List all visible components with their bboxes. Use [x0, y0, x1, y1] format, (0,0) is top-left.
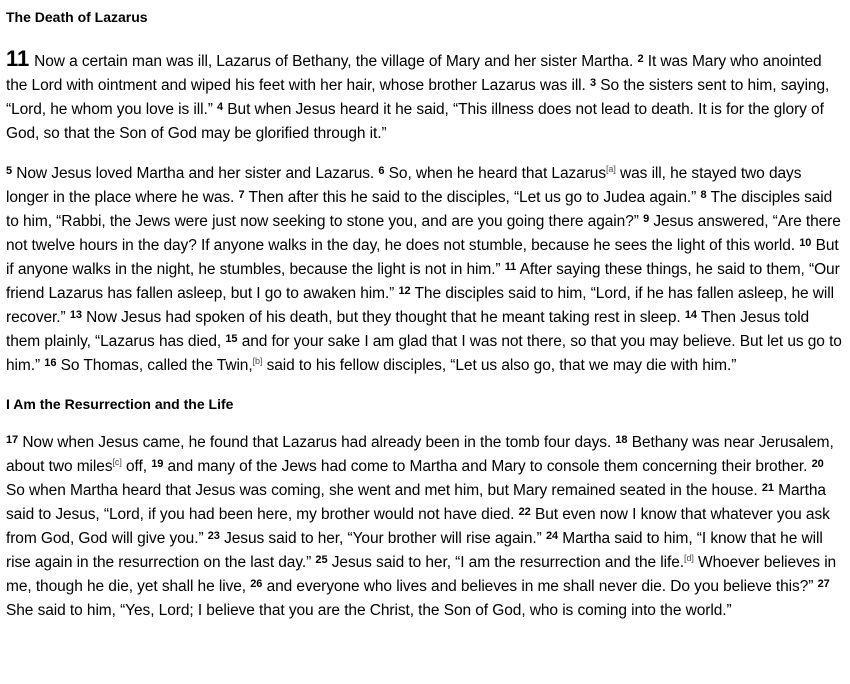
- verse-text: So the sisters sent to him, saying, “Lord, he whom you love is ill.”: [6, 77, 830, 118]
- verse-text: But even now I know that whatever you ask from God, God will give you.”: [6, 506, 830, 547]
- verse-number: 5: [6, 165, 13, 177]
- verse-number: 15: [225, 333, 238, 345]
- verse-text: off,: [126, 458, 147, 475]
- verse-text: So Thomas, called the Twin,: [60, 357, 253, 374]
- verse-number: 23: [207, 530, 220, 542]
- paragraph-2: [6, 162, 844, 378]
- verse-number: 25: [315, 554, 328, 566]
- verse-text: was ill, he stayed two days longer in the place where he was.: [6, 165, 802, 206]
- verse-text: Jesus said to her, “Your brother will rise again.”: [224, 530, 542, 547]
- verse-text: The disciples said to him, “Lord, if he has fallen asleep, he will recover.”: [6, 285, 834, 326]
- verse-number: 19: [151, 458, 164, 470]
- verse-number: 4: [217, 101, 224, 113]
- verse-text: It was Mary who anointed the Lord with ointment and wiped his feet with her hair, whose brother Lazarus was ill.: [6, 53, 822, 94]
- verse-text: Whoever believes in me, though he die, yet shall he live,: [6, 554, 837, 595]
- verse-text: After saying these things, he said to them, “Our friend Lazarus has fallen asleep, but I go to awaken him.”: [6, 261, 840, 302]
- verse-number: 13: [69, 309, 82, 321]
- verse-text: So when Martha heard that Jesus was coming, she went and met him, but Mary remained seated in the house.: [6, 482, 758, 499]
- footnote-marker-a[interactable]: [a]: [606, 164, 616, 174]
- section-heading-death-of-lazarus: The Death of Lazarus: [6, 9, 148, 25]
- verse-number: 14: [684, 309, 697, 321]
- paragraph-3: [6, 431, 844, 623]
- verse-number: 20: [811, 458, 824, 470]
- footnote-marker-c[interactable]: [c]: [112, 457, 122, 467]
- verse-text: Then after this he said to the disciples, “Let us go to Judea again.”: [248, 189, 697, 206]
- verse-number: 8: [700, 189, 707, 201]
- verse-number: 6: [378, 165, 385, 177]
- verse-number: 9: [643, 213, 650, 225]
- verse-text: and for your sake I am glad that I was not there, so that you may believe. But let us go to him.”: [6, 333, 842, 374]
- verse-number: 12: [398, 285, 411, 297]
- verse-text: But when Jesus heard it he said, “This illness does not lead to death. It is for the glory of God, so that the Son of God may be glorified through it.”: [6, 101, 824, 142]
- verse-number: 24: [545, 530, 559, 542]
- verse-text: But if anyone walks in the night, he stumbles, because the light is not in him.”: [6, 237, 839, 278]
- verse-number: 21: [761, 482, 774, 494]
- verse-text: She said to him, “Yes, Lord; I believe that you are the Christ, the Son of God, who is coming into the world.”: [6, 602, 732, 619]
- verse-text: Now Jesus had spoken of his death, but they thought that he meant taking rest in sleep.: [86, 309, 681, 326]
- verse-text: and everyone who lives and believes in me shall never die. Do you believe this?”: [266, 578, 814, 595]
- footnote-marker-b[interactable]: [b]: [252, 356, 263, 366]
- verse-text: Martha said to Jesus, “Lord, if you had been here, my brother would not have died.: [6, 482, 826, 523]
- verse-text: Now when Jesus came, he found that Lazarus had already been in the tomb four days.: [22, 434, 612, 451]
- verse-text: Then Jesus told them plainly, “Lazarus has died,: [6, 309, 810, 350]
- verse-text: The disciples said to him, “Rabbi, the Jews were just now seeking to stone you, and are you going there again?”: [6, 189, 833, 230]
- verse-number: 10: [799, 237, 812, 249]
- section-heading-resurrection-and-life: I Am the Resurrection and the Life: [6, 396, 234, 412]
- verse-text: Bethany was near Jerusalem, about two miles: [6, 434, 834, 475]
- verse-text: Jesus said to her, “I am the resurrection and the life.: [331, 554, 685, 571]
- paragraph-1: [6, 46, 844, 146]
- verse-number: 16: [44, 357, 57, 369]
- verse-number: 2: [637, 53, 644, 65]
- verse-text: Now Jesus loved Martha and her sister and Lazarus.: [16, 165, 375, 182]
- verse-text: Jesus answered, “Are there not twelve hours in the day? If anyone walks in the day, he does not stumble, because he sees the light of this world.: [6, 213, 841, 254]
- footnote-marker-d[interactable]: [d]: [684, 553, 694, 563]
- verse-text: and many of the Jews had come to Martha and Mary to console them concerning their brother.: [167, 458, 808, 475]
- verse-text: So, when he heard that Lazarus: [388, 165, 606, 182]
- verse-number: 3: [590, 77, 597, 89]
- verse-number: 26: [250, 578, 263, 590]
- verse-number: 18: [615, 434, 628, 446]
- verse-number: 17: [6, 434, 19, 446]
- verse-text: said to his fellow disciples, “Let us also go, that we may die with him.”: [266, 357, 737, 374]
- verse-number: 7: [238, 189, 245, 201]
- verse-text: Martha said to him, “I know that he will rise again in the resurrection on the last day.”: [6, 530, 823, 571]
- verse-number: 11: [504, 261, 517, 273]
- verse-number: 27: [817, 578, 830, 590]
- verse-number: 22: [518, 506, 531, 518]
- chapter-number: 11: [6, 46, 30, 71]
- verse-text: Now a certain man was ill, Lazarus of Bethany, the village of Mary and her sister Martha.: [34, 53, 634, 70]
